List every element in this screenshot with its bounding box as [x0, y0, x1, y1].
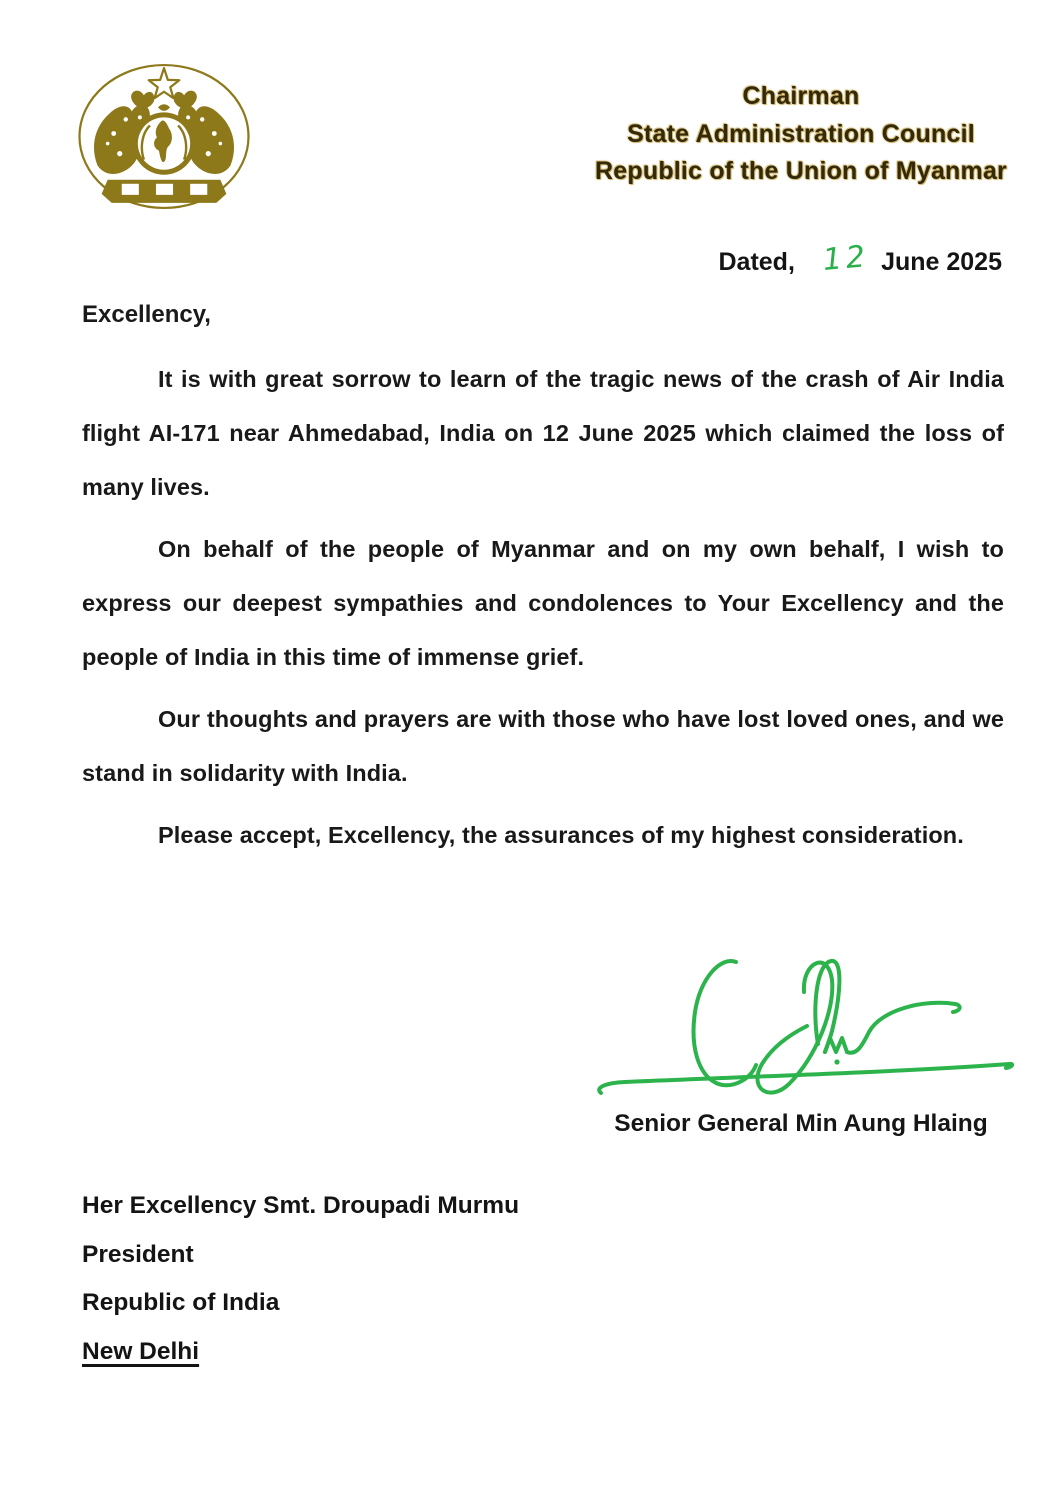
letterhead-line-2: State Administration Council	[627, 119, 975, 148]
paragraph-3: Our thoughts and prayers are with those who have lost loved ones, and we stand in solidarity with India.	[82, 706, 1004, 786]
myanmar-state-seal-icon	[73, 53, 255, 219]
recipient-city: New Delhi	[82, 1337, 200, 1365]
state-emblem	[73, 53, 255, 219]
signature-ink-icon	[585, 936, 1020, 1104]
letterhead-line-1: Chairman	[742, 82, 860, 110]
recipient-line-1: Her Excellency Smt. Droupadi Murmu	[82, 1192, 520, 1219]
letterhead-line-3: Republic of the Union of Myanmar	[595, 157, 1007, 185]
letter-body	[82, 352, 1004, 870]
paragraph-1: It is with great sorrow to learn of the tragic news of the crash of Air India flight AI-171 near Ahmedabad, India on 12 June 2025 which claimed the loss of many lives.	[82, 366, 1004, 500]
paragraph-4: Please accept, Excellency, the assurances of my highest consideration.	[158, 822, 964, 848]
letterhead	[540, 78, 1062, 191]
recipient-line-2: President	[82, 1240, 194, 1268]
salutation: Excellency,	[82, 301, 211, 328]
recipient-block	[82, 1182, 519, 1376]
recipient-line-3: Republic of India	[82, 1289, 280, 1316]
handwritten-day: 12	[821, 239, 871, 278]
signer-name: Senior General Min Aung Hlaing	[614, 1110, 988, 1137]
date-line	[718, 239, 1002, 278]
date-prefix: Dated,	[718, 248, 795, 276]
date-rest: June 2025	[881, 248, 1002, 276]
paragraph-2: On behalf of the people of Myanmar and on my own behalf, I wish to express our deepest sympathies and condolences to Your Excellency and the people of India in this time of immense grief.	[82, 536, 1004, 670]
star-icon	[149, 68, 180, 98]
signature-block	[585, 936, 1020, 1104]
